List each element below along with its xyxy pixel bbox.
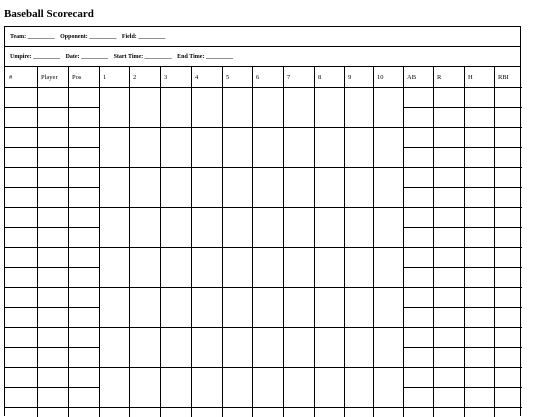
- column-header-15: H: [468, 74, 473, 81]
- page-title: Baseball Scorecard: [4, 8, 94, 20]
- opponent-field[interactable]: Opponent: _________: [60, 34, 117, 40]
- column-header-9: 7: [287, 74, 291, 81]
- start-time-field[interactable]: Start Time: _________: [113, 54, 172, 60]
- column-header-12: 10: [377, 74, 384, 81]
- column-header-3: 1: [103, 74, 107, 81]
- column-header-10: 8: [318, 74, 322, 81]
- column-header-4: 2: [133, 74, 137, 81]
- umpire-field[interactable]: Umpire: _________: [10, 54, 61, 60]
- column-header-16: RBI: [498, 74, 509, 81]
- date-field[interactable]: Date: _________: [65, 54, 109, 60]
- column-header-7: 5: [226, 74, 230, 81]
- field-field[interactable]: Field: _________: [121, 34, 166, 40]
- column-header-0: #: [9, 74, 13, 81]
- column-header-5: 3: [164, 74, 168, 81]
- column-header-11: 9: [348, 74, 352, 81]
- column-header-14: R: [437, 74, 442, 81]
- column-header-1: Player: [41, 74, 58, 81]
- score-grid: [5, 27, 522, 417]
- team-field[interactable]: Team: _________: [10, 34, 55, 40]
- scorecard: [4, 26, 521, 416]
- end-time-field[interactable]: End Time: _________: [177, 54, 233, 60]
- column-header-2: Pos: [72, 74, 82, 81]
- column-header-8: 6: [256, 74, 260, 81]
- column-header-6: 4: [195, 74, 199, 81]
- column-header-13: AB: [407, 74, 417, 81]
